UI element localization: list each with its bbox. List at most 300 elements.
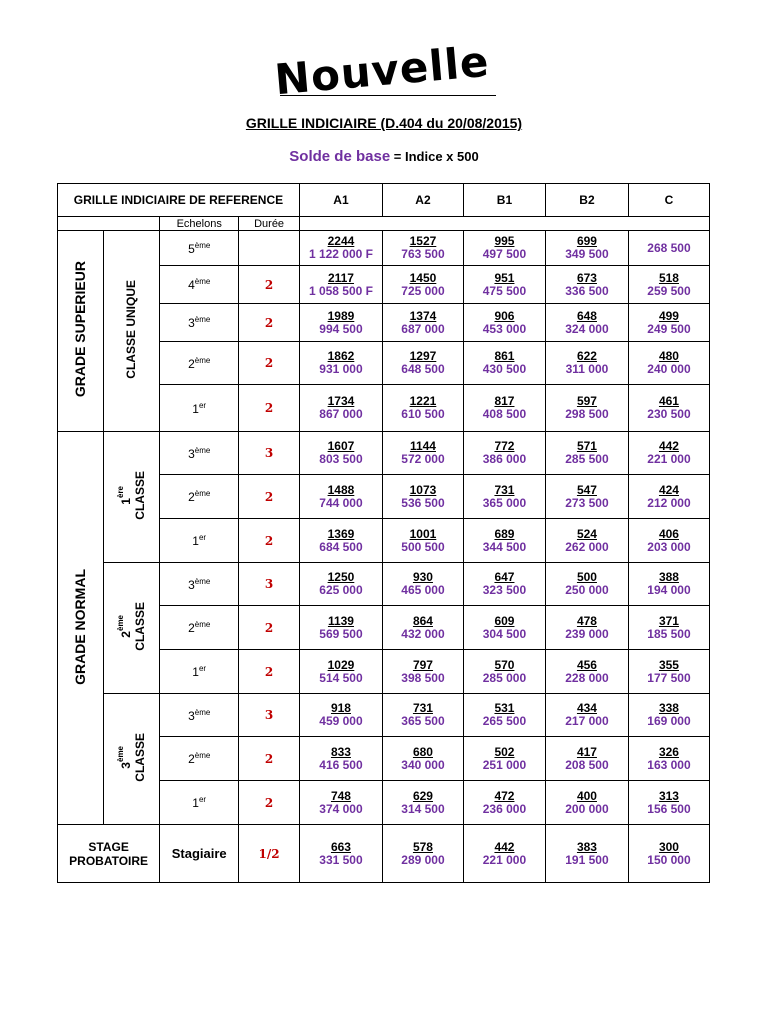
indice: 797 <box>412 657 433 672</box>
grid-value-cell <box>299 606 382 650</box>
grid-value-cell <box>299 475 382 519</box>
montant: 365 000 <box>482 495 527 510</box>
indice: 442 <box>658 439 679 453</box>
montant: 251 000 <box>482 757 527 772</box>
echelon-sup: er <box>198 400 207 410</box>
grid-value-cell <box>628 342 709 385</box>
classe-sup: ème <box>115 746 125 763</box>
grid-value-cell <box>545 231 628 266</box>
classe-2-label <box>116 602 147 651</box>
indice: 731 <box>412 701 433 715</box>
montant: 304 500 <box>482 626 527 641</box>
indice: 817 <box>494 394 515 408</box>
col-duree: Durée <box>239 217 300 231</box>
montant: 475 500 <box>482 283 527 298</box>
grid-value-cell <box>545 737 628 781</box>
montant: 569 500 <box>319 626 363 641</box>
grid-value-cell <box>545 519 628 563</box>
montant: 416 500 <box>319 757 363 772</box>
classe-sup: ème <box>115 615 125 632</box>
montant: 365 500 <box>401 714 445 728</box>
echelon-num: 1 <box>192 796 199 810</box>
montant: 298 500 <box>565 407 609 421</box>
indice: 622 <box>576 349 597 363</box>
grid-value-cell <box>628 304 709 342</box>
col-header: A1 <box>299 184 382 217</box>
grade-superieur-label <box>72 261 88 397</box>
classe-text: CLASSE UNIQUE <box>124 280 139 379</box>
montant: 432 000 <box>401 626 445 641</box>
montant: 203 000 <box>647 539 691 554</box>
indice: 1144 <box>409 439 436 453</box>
indice: 772 <box>494 439 515 453</box>
echelon-cell <box>160 231 239 266</box>
grid-value-cell <box>545 781 628 825</box>
grid-value-cell <box>628 737 709 781</box>
indice: 571 <box>576 439 597 453</box>
duree-cell: 2 <box>239 266 300 304</box>
indice: 1607 <box>327 439 355 453</box>
indice: 326 <box>658 744 679 759</box>
grid-value-cell <box>382 475 463 519</box>
classe-num: 3 <box>118 762 133 769</box>
blank-header-cell <box>58 217 160 231</box>
montant: 1 058 500 F <box>308 283 373 298</box>
grid-value-cell <box>382 342 463 385</box>
duree-cell: 2 <box>239 304 300 342</box>
indice: 472 <box>494 788 515 803</box>
col-header: B1 <box>463 184 545 217</box>
formula-label: Solde de base <box>289 148 391 165</box>
grid-value-cell <box>382 304 463 342</box>
grid-value-cell <box>382 781 463 825</box>
grid-value-cell <box>382 519 463 563</box>
grid-value-cell <box>463 825 545 883</box>
montant: 289 000 <box>401 852 445 867</box>
blank-header-cell <box>299 217 709 231</box>
montant: 249 500 <box>647 321 691 336</box>
classe-1-label <box>116 471 147 520</box>
montant: 648 500 <box>401 362 445 376</box>
indice: 1862 <box>327 349 355 363</box>
montant: 625 000 <box>319 583 363 597</box>
montant: 398 500 <box>401 670 445 685</box>
grid-value-cell <box>628 694 709 737</box>
indice: 570 <box>494 657 515 672</box>
echelon-sup: er <box>198 664 207 673</box>
indice: 499 <box>658 308 679 323</box>
grade-text: GRADE SUPERIEUR <box>72 261 89 398</box>
montant: 230 500 <box>647 407 691 421</box>
echelon-sup: ème <box>194 240 211 250</box>
indice: 461 <box>658 394 679 408</box>
stagiaire-label: Stagiaire <box>160 825 239 883</box>
indice: 951 <box>494 270 515 285</box>
montant: 572 000 <box>401 452 445 466</box>
echelon-cell <box>160 432 239 475</box>
ref-header: GRILLE INDICIAIRE DE REFERENCE <box>58 184 300 217</box>
echelon-num: 2 <box>188 752 195 766</box>
indice: 1250 <box>327 570 355 584</box>
grid-value-cell <box>628 475 709 519</box>
grid-value-cell <box>628 266 709 304</box>
grid-value-cell <box>463 385 545 432</box>
echelon-sup: ème <box>194 620 211 629</box>
echelon-num: 1 <box>192 534 199 548</box>
montant: 163 000 <box>647 757 691 772</box>
echelon-cell <box>160 563 239 606</box>
echelon-num: 2 <box>188 490 195 504</box>
grid-value-cell <box>299 737 382 781</box>
indice: 648 <box>576 308 597 323</box>
echelon-num: 5 <box>188 241 195 256</box>
grid-value-cell <box>299 825 382 883</box>
grid-value-cell <box>545 694 628 737</box>
duree-cell: 3 <box>239 563 300 606</box>
indice: 424 <box>658 482 679 497</box>
indice: 1734 <box>327 394 355 408</box>
grid-value-cell <box>628 825 709 883</box>
echelon-cell <box>160 475 239 519</box>
echelon-sup: ème <box>194 751 211 760</box>
echelon-sup: ème <box>194 707 211 717</box>
indice: 689 <box>494 526 515 541</box>
grid-value-cell <box>382 432 463 475</box>
echelon-cell <box>160 266 239 304</box>
duree-cell: 2 <box>239 737 300 781</box>
indice: 647 <box>494 570 515 584</box>
montant: 150 000 <box>647 852 691 867</box>
duree-cell: 2 <box>239 781 300 825</box>
grid-value-cell <box>463 694 545 737</box>
logo-underline <box>280 95 496 96</box>
echelon-cell <box>160 519 239 563</box>
indice: 906 <box>494 308 515 323</box>
grade-text: GRADE NORMAL <box>72 568 89 685</box>
echelon-sup: ème <box>194 489 211 498</box>
grid-value-cell <box>628 650 709 694</box>
grid-value-cell <box>628 432 709 475</box>
indice: 478 <box>576 613 597 628</box>
montant: 265 500 <box>482 714 527 728</box>
classe-num: 2 <box>118 631 133 638</box>
indice: 500 <box>576 570 597 584</box>
indice: 502 <box>494 744 515 759</box>
montant: 169 000 <box>647 714 691 728</box>
indice: 1029 <box>327 657 355 672</box>
montant: 273 500 <box>565 495 609 510</box>
echelon-num: 2 <box>188 621 195 635</box>
grid-value-cell <box>463 475 545 519</box>
indice: 663 <box>330 839 351 854</box>
grid-value-cell <box>382 650 463 694</box>
duree-cell: 2 <box>239 475 300 519</box>
montant: 217 000 <box>565 714 609 728</box>
montant: 285 500 <box>565 452 609 466</box>
indice: 609 <box>494 613 515 628</box>
duree-cell: 2 <box>239 650 300 694</box>
table-row <box>58 231 710 266</box>
indice: 417 <box>576 744 597 759</box>
col-header: C <box>628 184 709 217</box>
classe-word: CLASSE <box>132 733 147 782</box>
duree-cell: 3 <box>239 432 300 475</box>
classe-num: 1 <box>118 498 133 505</box>
grid-value-cell <box>545 475 628 519</box>
page-title: GRILLE INDICIAIRE (D.404 du 20/08/2015) <box>245 115 523 131</box>
montant: 687 000 <box>401 321 445 336</box>
duree-cell: 2 <box>239 606 300 650</box>
montant: 221 000 <box>482 852 527 867</box>
indice: 480 <box>658 349 679 363</box>
echelon-sup: ème <box>194 315 211 324</box>
classe-3-label <box>116 733 147 782</box>
indice: 1073 <box>409 482 437 497</box>
indice: 355 <box>658 657 679 672</box>
montant: 340 000 <box>401 757 445 772</box>
montant: 803 500 <box>319 452 363 466</box>
echelon-cell <box>160 304 239 342</box>
duree-cell: 3 <box>239 694 300 737</box>
montant: 239 000 <box>565 626 609 641</box>
grid-value-cell <box>299 266 382 304</box>
indice: 597 <box>576 394 597 408</box>
montant: 314 500 <box>401 801 445 816</box>
echelon-num: 3 <box>188 446 195 461</box>
grid-value-cell <box>463 231 545 266</box>
echelon-cell <box>160 737 239 781</box>
duree-cell: 2 <box>239 519 300 563</box>
stage-duree: 1/2 <box>239 825 300 883</box>
montant: 374 000 <box>319 801 363 816</box>
formula <box>0 148 768 165</box>
classe-3 <box>103 694 160 825</box>
grid-value-cell <box>463 266 545 304</box>
echelon-num: 3 <box>188 316 195 330</box>
indice: 1369 <box>327 526 355 541</box>
grid-value-cell <box>299 781 382 825</box>
grid-value-cell <box>463 737 545 781</box>
grid-value-cell <box>463 304 545 342</box>
indice: 524 <box>576 526 597 541</box>
montant: 324 000 <box>565 321 609 336</box>
indice: 833 <box>330 744 351 759</box>
grid-value-cell <box>299 432 382 475</box>
classe-2 <box>103 563 160 694</box>
indice: 434 <box>576 701 597 715</box>
indice: 2244 <box>327 234 355 248</box>
grid-value-cell <box>299 231 382 266</box>
indice: 371 <box>658 613 679 628</box>
indice: 400 <box>576 788 597 803</box>
grid-value-cell <box>382 266 463 304</box>
montant: 228 000 <box>565 670 609 685</box>
montant: 262 000 <box>565 539 609 554</box>
grid-value-cell <box>545 266 628 304</box>
grille-table <box>57 183 710 883</box>
table-row-stage <box>58 825 710 883</box>
grade-normal-label <box>72 569 88 685</box>
montant: 336 500 <box>565 283 609 298</box>
montant: 763 500 <box>401 247 445 261</box>
montant: 200 000 <box>565 801 609 816</box>
indice: 1139 <box>327 613 354 628</box>
duree-cell: 2 <box>239 385 300 432</box>
indice: 673 <box>576 270 597 285</box>
montant: 497 500 <box>482 247 527 261</box>
montant: 500 500 <box>401 539 445 554</box>
indice: 388 <box>658 570 679 584</box>
indice: 861 <box>494 349 515 363</box>
montant: 311 000 <box>565 362 609 376</box>
grid-value-cell <box>628 606 709 650</box>
montant: 994 500 <box>319 321 363 336</box>
echelon-cell <box>160 342 239 385</box>
montant: 459 000 <box>319 714 363 728</box>
grid-value-cell <box>545 825 628 883</box>
grid-value-cell <box>299 650 382 694</box>
echelon-cell <box>160 781 239 825</box>
montant: 156 500 <box>647 801 691 816</box>
indice: 731 <box>494 482 515 497</box>
grid-value-cell <box>382 737 463 781</box>
stage-label: STAGE PROBATOIRE <box>58 825 160 883</box>
grid-value-cell <box>299 385 382 432</box>
grid-value-cell <box>463 519 545 563</box>
echelon-num: 3 <box>188 577 195 592</box>
echelon-num: 2 <box>188 356 195 371</box>
echelon-cell <box>160 650 239 694</box>
indice: 547 <box>576 482 597 497</box>
montant: 349 500 <box>565 247 609 261</box>
montant: 430 500 <box>482 362 527 376</box>
duree-cell: 2 <box>239 342 300 385</box>
montant: 931 000 <box>319 362 363 376</box>
echelon-num: 1 <box>192 665 199 679</box>
indice: 406 <box>658 526 679 541</box>
montant: 408 500 <box>482 407 527 421</box>
grade-normal <box>58 432 104 825</box>
classe-unique <box>103 231 160 432</box>
indice: 1488 <box>327 482 355 497</box>
montant: 744 000 <box>319 495 363 510</box>
echelon-sup: ème <box>194 445 211 455</box>
echelon-sup: ème <box>194 576 211 586</box>
grid-value-cell <box>382 606 463 650</box>
montant: 610 500 <box>401 407 445 421</box>
echelon-cell <box>160 694 239 737</box>
indice: 1989 <box>327 308 355 323</box>
echelon-sup: ème <box>194 355 211 365</box>
indice: 1297 <box>409 349 437 363</box>
montant: 194 000 <box>647 583 691 597</box>
montant: 465 000 <box>401 583 445 597</box>
indice: 1221 <box>409 394 437 408</box>
montant: 208 500 <box>565 757 609 772</box>
grid-value-cell <box>382 231 463 266</box>
indice: 680 <box>412 744 433 759</box>
grade-superieur <box>58 231 104 432</box>
nouvelle-logo <box>262 36 502 104</box>
echelon-num: 3 <box>188 708 195 723</box>
grid-value-cell <box>545 385 628 432</box>
grid-value-cell <box>299 342 382 385</box>
grid-value-cell <box>463 781 545 825</box>
indice: 918 <box>330 701 351 715</box>
montant: 1 122 000 F <box>308 247 373 261</box>
montant: 236 000 <box>482 801 527 816</box>
montant: 323 500 <box>482 583 527 597</box>
duree-cell <box>239 231 300 266</box>
table-row <box>58 432 710 475</box>
grid-value-cell <box>545 342 628 385</box>
indice: 1001 <box>409 526 437 541</box>
montant: 259 500 <box>647 283 691 298</box>
grid-value-cell <box>463 563 545 606</box>
montant: 191 500 <box>565 852 609 867</box>
indice: 995 <box>494 234 515 248</box>
montant: 867 000 <box>319 407 363 421</box>
indice: 1450 <box>409 270 437 285</box>
grid-value-cell <box>299 694 382 737</box>
montant: 268 500 <box>647 240 691 255</box>
grid-value-cell <box>463 650 545 694</box>
grid-value-cell <box>545 432 628 475</box>
classe-word: CLASSE <box>132 602 147 651</box>
grid-value-cell <box>463 342 545 385</box>
grid-value-cell <box>628 231 709 266</box>
montant: 344 500 <box>482 539 527 554</box>
montant: 331 500 <box>319 852 363 867</box>
montant: 514 500 <box>319 670 363 685</box>
indice: 1374 <box>409 308 437 323</box>
indice: 531 <box>494 701 515 715</box>
table-row <box>58 563 710 606</box>
montant: 240 000 <box>647 362 691 376</box>
indice: 864 <box>412 613 433 628</box>
montant: 725 000 <box>401 283 445 298</box>
col-echelons: Echelons <box>160 217 239 231</box>
echelon-num: 1 <box>192 401 199 416</box>
indice: 699 <box>576 234 597 248</box>
classe-unique-label <box>124 280 138 379</box>
grid-value-cell <box>545 304 628 342</box>
formula-rest: = Indice x 500 <box>390 149 479 164</box>
col-header: A2 <box>382 184 463 217</box>
grid-value-cell <box>382 385 463 432</box>
grid-value-cell <box>628 563 709 606</box>
grid-value-cell <box>299 563 382 606</box>
indice: 313 <box>658 788 679 803</box>
echelon-num: 4 <box>188 278 195 292</box>
indice: 748 <box>330 788 351 803</box>
classe-1 <box>103 432 160 563</box>
grid-value-cell <box>628 385 709 432</box>
grid-value-cell <box>545 563 628 606</box>
logo-text: Nouvelle <box>272 36 492 104</box>
montant: 285 000 <box>482 670 527 685</box>
echelon-sup: ème <box>194 277 211 286</box>
grid-value-cell <box>628 781 709 825</box>
table-row <box>58 694 710 737</box>
montant: 212 000 <box>647 495 691 510</box>
indice: 930 <box>412 570 433 584</box>
grid-value-cell <box>299 304 382 342</box>
grid-value-cell <box>545 606 628 650</box>
classe-sup: ère <box>115 486 125 499</box>
classe-word: CLASSE <box>132 471 147 520</box>
montant: 221 000 <box>647 452 691 466</box>
